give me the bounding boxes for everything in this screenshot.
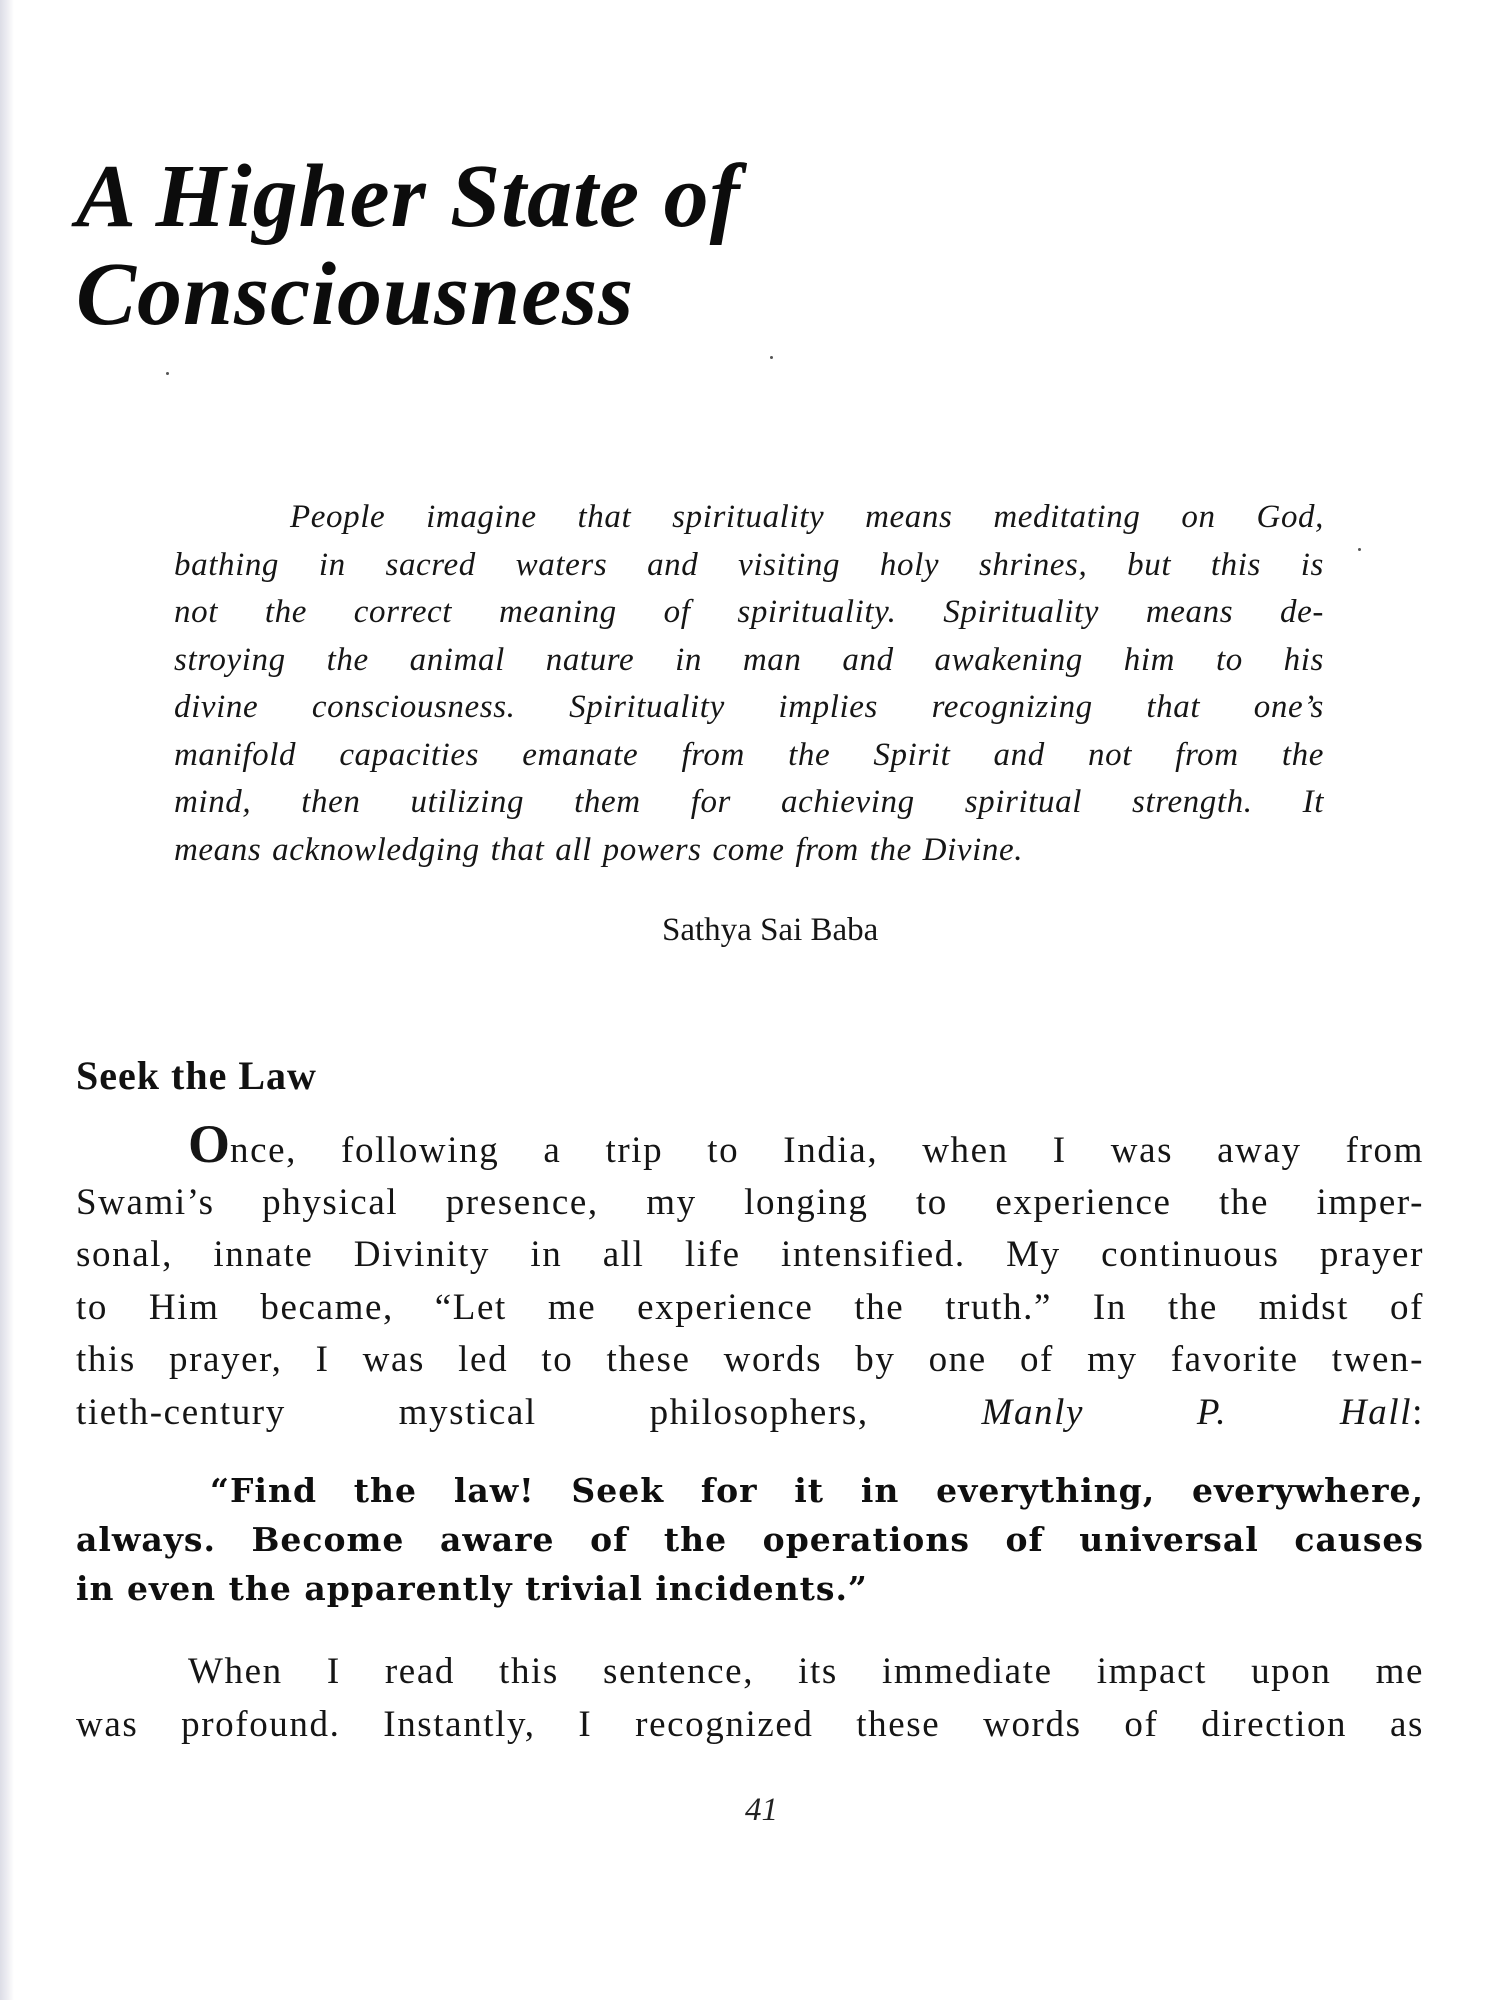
chapter-title-line: Consciousness xyxy=(76,245,635,344)
epigraph-quote xyxy=(174,494,1324,874)
epigraph-line: stroying the animal nature in man and awakening him to his xyxy=(174,641,1324,678)
cited-author: Manly P. Hall xyxy=(981,1391,1413,1433)
body-line: sonal, innate Divinity in all life intensified. My continuous prayer xyxy=(76,1234,1424,1275)
epigraph-line: divine consciousness. Spirituality implies recognizing that one’s xyxy=(174,689,1324,725)
epigraph-line: not the correct meaning of spirituality. Spirituality means de- xyxy=(174,594,1324,630)
epigraph-line: mind, then utilizing them for achieving spiritual strength. It xyxy=(174,784,1324,820)
scan-speck xyxy=(1358,548,1361,551)
epigraph-line: means acknowledging that all powers come from the Divine. xyxy=(174,831,1024,868)
quote-line: “Find the law! Seek for it in everything, everywhere, xyxy=(210,1471,1424,1510)
body-line-text: nce, following a trip to India, when I was away from xyxy=(230,1130,1424,1171)
drop-cap: O xyxy=(188,1114,231,1174)
body-paragraph xyxy=(76,1646,1424,1751)
page-number: 41 xyxy=(745,1792,778,1828)
epigraph-line: manifold capacities emanate from the Spirit and not from the xyxy=(174,736,1324,773)
epigraph-line: People imagine that spirituality means meditating on God, xyxy=(290,499,1324,535)
body-line: was profound. Instantly, I recognized these words of direction as xyxy=(76,1703,1424,1745)
body-line: When I read this sentence, its immediate impact upon me xyxy=(188,1651,1424,1692)
body-line-text: : xyxy=(1412,1391,1424,1433)
scan-speck xyxy=(166,372,169,375)
body-line xyxy=(76,1387,1424,1440)
epigraph-line: bathing in sacred waters and visiting holy shrines, but this is xyxy=(174,546,1324,583)
quote-line: in even the apparently trivial incidents.” xyxy=(76,1569,868,1608)
page-edge-shadow xyxy=(0,0,14,2000)
body-line-text: tieth-century mystical philosophers, xyxy=(76,1391,982,1433)
body-line: Swami’s physical presence, my longing to experience the imper- xyxy=(76,1181,1424,1223)
body-line xyxy=(76,1114,1424,1177)
quote-line: always. Become aware of the operations of universal causes xyxy=(76,1520,1424,1559)
chapter-title xyxy=(76,148,1076,344)
block-quote xyxy=(76,1466,1424,1613)
body-line: to Him became, “Let me experience the truth.” In the midst of xyxy=(76,1286,1424,1328)
body-line: this prayer, I was led to these words by one of my favorite twen- xyxy=(76,1339,1424,1380)
chapter-title-line: A Higher State of xyxy=(76,147,741,246)
scan-speck xyxy=(770,356,773,359)
epigraph-attribution: Sathya Sai Baba xyxy=(662,912,879,948)
body-paragraph xyxy=(76,1114,1424,1439)
section-heading: Seek the Law xyxy=(76,1053,317,1098)
